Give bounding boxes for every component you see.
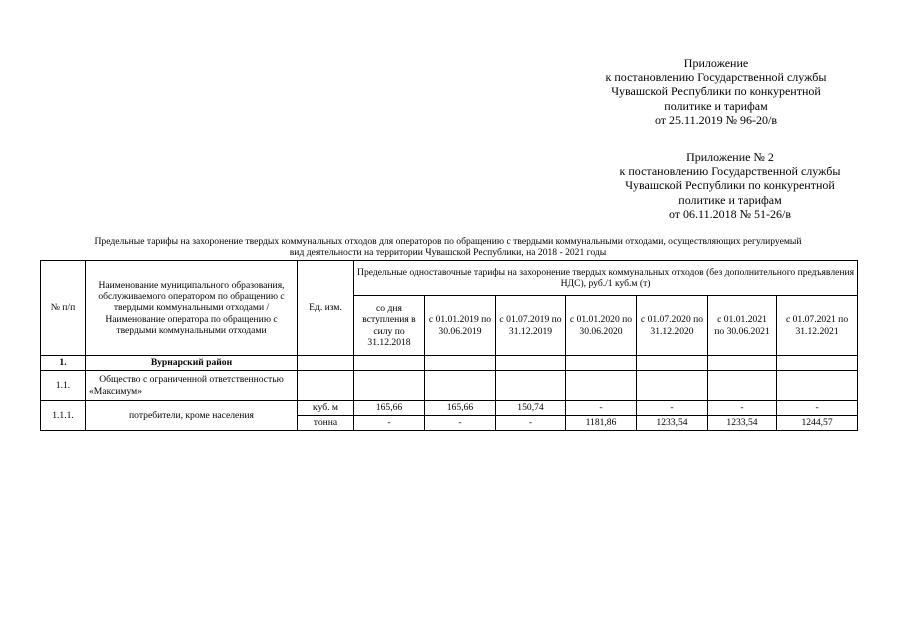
header-period: с 01.07.2020 по 31.12.2020 — [637, 296, 708, 356]
empty-cell — [708, 371, 777, 401]
table-row — [41, 371, 858, 401]
annex-header-1-line: от 25.11.2019 № 96-20/в — [654, 112, 778, 127]
header-name: Наименование муниципального образования, обслуживаемого оператором по обращению с твердыми коммунальными отходами / Наименование оператора по обращению с твердыми коммунальными отходами — [86, 261, 298, 356]
header-tariffs-group: Предельные одноставочные тарифы на захоронение твердых коммунальных отходов (без дополнительного предъявления НДС), руб./1 куб.м (т) — [354, 261, 858, 296]
annex-header-2-line: от 06.11.2018 № 51-26/в — [668, 206, 792, 221]
district-name: Вурнарский район — [86, 356, 298, 371]
value-cell: - — [708, 401, 777, 416]
header-period: с 01.01.2021 по 30.06.2021 — [708, 296, 777, 356]
document-title — [40, 236, 856, 258]
header-period: с 01.01.2019 по 30.06.2019 — [425, 296, 496, 356]
empty-cell — [777, 356, 858, 371]
annex-header-1 — [588, 56, 844, 127]
empty-cell — [354, 371, 425, 401]
table-row — [41, 356, 858, 371]
value-cell: - — [566, 401, 637, 416]
value-cell: - — [777, 401, 858, 416]
value-cell: 1233,54 — [708, 416, 777, 431]
annex-header-1-line: к постановлению Государственной службы — [605, 70, 827, 85]
table-row — [41, 401, 858, 416]
consumers-name: потребители, кроме населения — [86, 401, 298, 431]
unit-cell: тонна — [298, 416, 354, 431]
empty-cell — [298, 356, 354, 371]
empty-cell — [496, 356, 566, 371]
operator-num: 1.1. — [41, 371, 86, 401]
annex-header-1-line: Приложение — [683, 56, 749, 70]
empty-cell — [637, 371, 708, 401]
empty-cell — [496, 371, 566, 401]
annex-header-2-line: к постановлению Государственной службы — [619, 164, 841, 179]
annex-header-1-line: политике и тарифам — [664, 98, 768, 113]
value-cell: 150,74 — [496, 401, 566, 416]
unit-cell: куб. м — [298, 401, 354, 416]
annex-header-2 — [600, 150, 860, 221]
document-title-line-1: Предельные тарифы на захоронение твердых коммунальных отходов для операторов по обращению с твердыми коммунальными отходами, осуществляющих регулируемый — [94, 236, 802, 247]
value-cell: 165,66 — [425, 401, 496, 416]
empty-cell — [354, 356, 425, 371]
value-cell: 1244,57 — [777, 416, 858, 431]
empty-cell — [777, 371, 858, 401]
header-period: с 01.01.2020 по 30.06.2020 — [566, 296, 637, 356]
operator-name: Общество с ограниченной ответственностью «Максимум» — [86, 371, 298, 401]
header-period: с 01.07.2019 по 31.12.2019 — [496, 296, 566, 356]
annex-header-2-line: политике и тарифам — [678, 192, 782, 207]
district-num: 1. — [41, 356, 86, 371]
tariffs-table — [40, 260, 858, 431]
empty-cell — [298, 371, 354, 401]
empty-cell — [637, 356, 708, 371]
empty-cell — [708, 356, 777, 371]
value-cell: 1233,54 — [637, 416, 708, 431]
document-title-line-2: вид деятельности на территории Чувашской Республики, на 2018 - 2021 годы — [289, 247, 607, 258]
empty-cell — [566, 356, 637, 371]
header-period: со дня вступления в силу по 31.12.2018 — [354, 296, 425, 356]
annex-header-2-line: Приложение № 2 — [686, 150, 774, 164]
annex-header-2-line: Чувашской Республики по конкурентной — [625, 178, 835, 193]
header-unit: Ед. изм. — [298, 261, 354, 356]
empty-cell — [425, 371, 496, 401]
consumers-num: 1.1.1. — [41, 401, 86, 431]
table-header-row — [41, 261, 858, 296]
value-cell: - — [425, 416, 496, 431]
header-period: с 01.07.2021 по 31.12.2021 — [777, 296, 858, 356]
empty-cell — [566, 371, 637, 401]
header-num: № п/п — [41, 261, 86, 356]
value-cell: - — [354, 416, 425, 431]
empty-cell — [425, 356, 496, 371]
annex-header-1-line: Чувашской Республики по конкурентной — [611, 84, 821, 99]
value-cell: - — [637, 401, 708, 416]
value-cell: 165,66 — [354, 401, 425, 416]
value-cell: - — [496, 416, 566, 431]
value-cell: 1181,86 — [566, 416, 637, 431]
